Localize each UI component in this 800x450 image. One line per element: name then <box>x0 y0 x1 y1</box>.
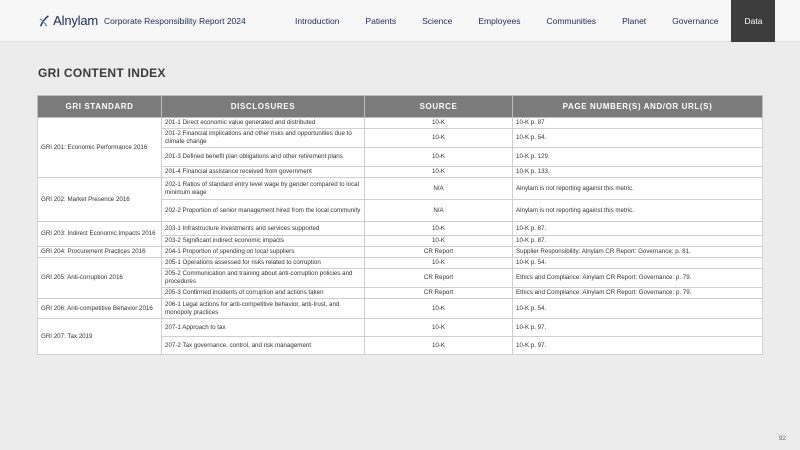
page-reference-cell: 10-K p. 54. <box>513 129 763 148</box>
page-reference-cell: 10-K p. 87. <box>513 222 763 236</box>
source-cell: CR Report <box>365 288 513 299</box>
column-header-gri-standard: GRI STANDARD <box>38 96 162 118</box>
nav-item-patients[interactable]: Patients <box>365 15 397 26</box>
disclosure-cell: 207-1 Approach to tax <box>162 319 365 337</box>
disclosure-cell: 202-1 Ratios of standard entry level wage by gender compared to local minimum wage <box>162 178 365 200</box>
page-reference-cell: 10-K p. 97. <box>513 319 763 337</box>
source-cell: 10-K <box>365 118 513 129</box>
page-reference-cell: 10-K p. 133. <box>513 167 763 178</box>
source-cell: 10-K <box>365 319 513 337</box>
nav-item-science[interactable]: Science <box>422 15 453 26</box>
nav-item-communities[interactable]: Communities <box>546 15 597 26</box>
page-reference-cell: Alnylam is not reporting against this metric. <box>513 200 763 222</box>
source-cell: 10-K <box>365 337 513 355</box>
source-cell: N/A <box>365 200 513 222</box>
alnylam-logo[interactable] <box>38 13 98 29</box>
table-row <box>38 299 763 319</box>
disclosure-cell: 201-1 Direct economic value generated and distributed <box>162 118 365 129</box>
table-row <box>38 222 763 236</box>
table-row <box>38 247 763 258</box>
page-title: GRI CONTENT INDEX <box>38 66 166 80</box>
table-header-row <box>38 96 763 118</box>
gri-standard-cell: GRI 204: Procurement Practices 2016 <box>38 247 162 258</box>
alnylam-logo-icon <box>38 13 50 29</box>
disclosure-cell: 205-3 Confirmed incidents of corruption and actions taken <box>162 288 365 299</box>
disclosure-cell: 203-1 Infrastructure investments and services supported <box>162 222 365 236</box>
page-reference-cell: Alnylam is not reporting against this metric. <box>513 178 763 200</box>
main-nav <box>282 0 775 42</box>
nav-item-planet[interactable]: Planet <box>622 15 647 26</box>
disclosure-cell: 204-1 Proportion of spending on local suppliers <box>162 247 365 258</box>
page-reference-cell: 10-K p. 87 <box>513 118 763 129</box>
source-cell: CR Report <box>365 247 513 258</box>
gri-standard-cell: GRI 205: Anti-corruption 2016 <box>38 258 162 299</box>
report-title: Corporate Responsibility Report 2024 <box>104 15 246 26</box>
page-reference-cell: Ethics and Compliance: Alnylam CR Report: Governance: p. 79. <box>513 288 763 299</box>
logo-text: Alnylam <box>53 13 98 28</box>
disclosure-cell: 205-1 Operations assessed for risks related to corruption <box>162 258 365 269</box>
page-number: 92 <box>778 435 786 442</box>
disclosure-cell: 201-3 Defined benefit plan obligations and other retirement plans <box>162 148 365 167</box>
table-row <box>38 118 763 129</box>
disclosure-cell: 207-2 Tax governance, control, and risk management <box>162 337 365 355</box>
source-cell: 10-K <box>365 236 513 247</box>
column-header-source: SOURCE <box>365 96 513 118</box>
table-row <box>38 258 763 269</box>
gri-standard-cell: GRI 202: Market Presence 2016 <box>38 178 162 222</box>
source-cell: 10-K <box>365 167 513 178</box>
source-cell: N/A <box>365 178 513 200</box>
table-row <box>38 178 763 200</box>
page-reference-cell: 10-K p. 87. <box>513 236 763 247</box>
nav-item-governance[interactable]: Governance <box>672 15 719 26</box>
source-cell: 10-K <box>365 148 513 167</box>
disclosure-cell: 202-2 Proportion of senior management hired from the local community <box>162 200 365 222</box>
source-cell: 10-K <box>365 222 513 236</box>
disclosure-cell: 206-1 Legal actions for anti-competitive behavior, anti-trust, and monopoly practices <box>162 299 365 319</box>
page-reference-cell: Supplier Responsibility: Alnylam CR Report: Governance: p. 81. <box>513 247 763 258</box>
gri-standard-cell: GRI 203: Indirect Economic Impacts 2016 <box>38 222 162 247</box>
page-reference-cell: 10-K p. 97. <box>513 337 763 355</box>
gri-standard-cell: GRI 207: Tax 2019 <box>38 319 162 355</box>
source-cell: 10-K <box>365 129 513 148</box>
page-reference-cell: 10-K p. 129. <box>513 148 763 167</box>
source-cell: 10-K <box>365 299 513 319</box>
gri-content-index-table <box>37 95 763 355</box>
disclosure-cell: 203-2 Significant indirect economic impacts <box>162 236 365 247</box>
nav-item-data[interactable]: Data <box>731 0 775 42</box>
table-row <box>38 319 763 337</box>
disclosure-cell: 205-2 Communication and training about anti-corruption policies and procedures <box>162 269 365 288</box>
column-header-page-numbers: PAGE NUMBER(S) AND/OR URL(S) <box>513 96 763 118</box>
gri-standard-cell: GRI 206: Anti-competitive Behavior 2016 <box>38 299 162 319</box>
column-header-disclosures: DISCLOSURES <box>162 96 365 118</box>
disclosure-cell: 201-4 Financial assistance received from government <box>162 167 365 178</box>
page-reference-cell: Ethics and Compliance: Alnylam CR Report: Governance: p. 79. <box>513 269 763 288</box>
page-reference-cell: 10-K p. 54. <box>513 258 763 269</box>
disclosure-cell: 201-2 Financial implications and other risks and opportunities due to climate change <box>162 129 365 148</box>
table-body <box>38 118 763 355</box>
source-cell: 10-K <box>365 258 513 269</box>
page-reference-cell: 10-K p. 54. <box>513 299 763 319</box>
nav-item-introduction[interactable]: Introduction <box>295 15 340 26</box>
source-cell: CR Report <box>365 269 513 288</box>
gri-standard-cell: GRI 201: Economic Performance 2016 <box>38 118 162 178</box>
top-navigation-bar <box>0 0 800 42</box>
nav-item-employees[interactable]: Employees <box>478 15 521 26</box>
